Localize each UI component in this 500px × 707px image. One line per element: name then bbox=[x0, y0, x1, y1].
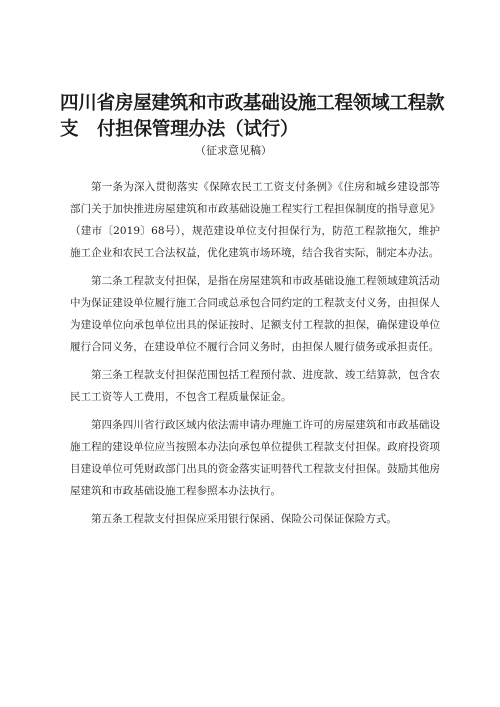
document-title-line-1: 四川省房屋建筑和市政基础设施工程领域工程款支 bbox=[60, 93, 445, 140]
document-title-line-2: 付担保管理办法（试行） bbox=[97, 119, 299, 140]
document-subtitle: （征求意见稿） bbox=[195, 144, 272, 157]
article-3: 第三条工程款支付担保范围包括工程预付款、进度款、竣工结算款，包含农民工工资等人工费用，不包含工程质量保证金。 bbox=[70, 369, 440, 403]
article-1: 第一条为深入贯彻落实《保障农民工工资支付条例》《住房和城乡建设部等部门关于加快推进房屋建筑和市政基础设施工程实行工程担保制度的指导意见》（建市〔2019〕68号），规范建设单位支付担保行为，防范工程款拖欠，维护施工企业和农民工合法权益，优化建筑市场环境，结合我省实际，制定本办法。 bbox=[70, 181, 440, 259]
article-2: 第二条工程款支付担保，是指在房屋建筑和市政基础设施工程领域建筑活动中为保证建设单位履行施工合同或总承包合同约定的工程款支付义务，由担保人为建设单位向承包单位出具的保证按时、足额支付工程款的担保，确保建设单位履行合同义务，在建设单位不履行合同义务时，由担保人履行债务或承担责任。 bbox=[70, 275, 440, 353]
article-4: 第四条四川省行政区域内依法需申请办理施工许可的房屋建筑和市政基础设施工程的建设单位应当按照本办法向承包单位提供工程款支付担保。政府投资项目建设单位可凭财政部门出具的资金落实证明替代工程款支付担保。鼓励其他房屋建筑和市政基础设施工程参照本办法执行。 bbox=[70, 419, 440, 497]
document-body bbox=[70, 176, 440, 536]
article-5: 第五条工程款支付担保应采用银行保函、保险公司保证保险方式。 bbox=[91, 513, 397, 525]
